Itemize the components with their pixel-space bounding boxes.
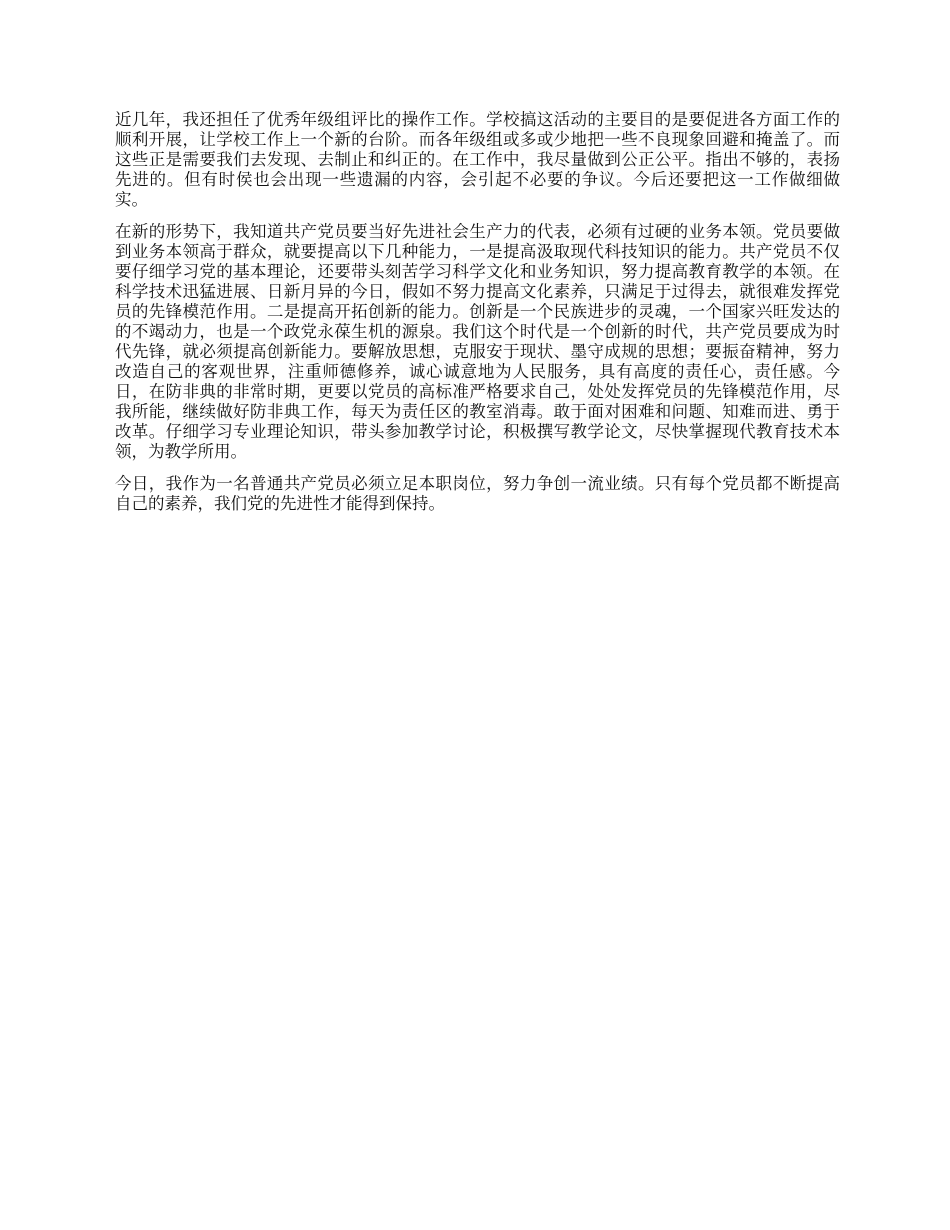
document-body: [115, 110, 840, 526]
paragraph-1: 近几年，我还担任了优秀年级组评比的操作工作。学校搞这活动的主要目的是要促进各方面工作的顺利开展，让学校工作上一个新的台阶。而各年级组或多或少地把一些不良现象回避和掩盖了。而这些正是需要我们去发现、去制止和纠正的。在工作中，我尽量做到公正公平。指出不够的，表扬先进的。但有时侯也会出现一些遗漏的内容，会引起不必要的争议。今后还要把这一工作做细做实。: [115, 110, 840, 209]
paragraph-3: 今日，我作为一名普通共产党员必须立足本职岗位，努力争创一流业绩。只有每个党员都不断提高自己的素养，我们党的先进性才能得到保持。: [115, 474, 840, 513]
paragraph-2: 在新的形势下，我知道共产党员要当好先进社会生产力的代表，必须有过硬的业务本领。党员要做到业务本领高于群众，就要提高以下几种能力，一是提高汲取现代科技知识的能力。共产党员不仅要仔细学习党的基本理论，还要带头刻苦学习科学文化和业务知识，努力提高教育教学的本领。在科学技术迅猛进展、日新月异的今日，假如不努力提高文化素养，只满足于过得去，就很难发挥党员的先锋模范作用。二是提高开拓创新的能力。创新是一个民族进步的灵魂，一个国家兴旺发达的的不竭动力，也是一个政党永葆生机的源泉。我们这个时代是一个创新的时代，共产党员要成为时代先锋，就必须提高创新能力。要解放思想，克服安于现状、墨守成规的思想；要振奋精神，努力改造自己的客观世界，注重师德修养，诚心诚意地为人民服务，具有高度的责任心，责任感。今日，在防非典的非常时期，更要以党员的高标准严格要求自己，处处发挥党员的先锋模范作用，尽我所能，继续做好防非典工作，每天为责任区的教室消毒。敢于面对困难和问题、知难而进、勇于改革。仔细学习专业理论知识，带头参加教学讨论，积极撰写教学论文，尽快掌握现代教育技术本领，为教学所用。: [115, 222, 840, 461]
